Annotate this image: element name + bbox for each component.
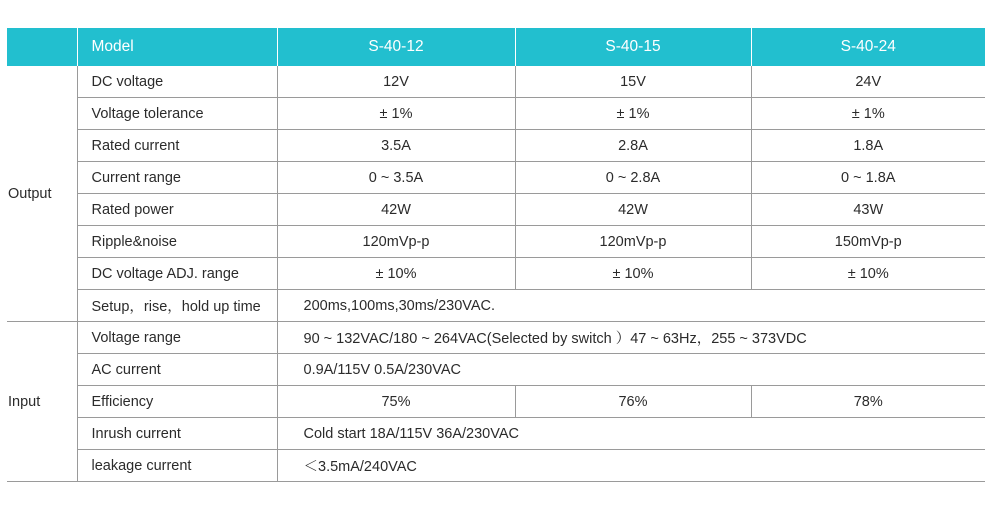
table-row [7, 194, 985, 226]
spec-table [7, 28, 985, 482]
row-label: Current range [77, 162, 277, 194]
header-model-1: S-40-12 [277, 28, 515, 66]
table-row [7, 66, 985, 98]
table-row [7, 162, 985, 194]
cell-value: 120mVp-p [277, 226, 515, 258]
table-row [7, 418, 985, 450]
cell-value: 12V [277, 66, 515, 98]
header-model-2: S-40-15 [515, 28, 751, 66]
row-label: DC voltage ADJ. range [77, 258, 277, 290]
table-row [7, 290, 985, 322]
cell-value: ± 10% [751, 258, 985, 290]
cell-value: 15V [515, 66, 751, 98]
cell-value: 42W [515, 194, 751, 226]
group-label-output: Output [7, 66, 77, 322]
cell-value-span: ＜3.5mA/240VAC [277, 450, 985, 482]
cell-value: 24V [751, 66, 985, 98]
cell-value: 42W [277, 194, 515, 226]
cell-value: 150mVp-p [751, 226, 985, 258]
cell-value: 75% [277, 386, 515, 418]
row-label: Voltage tolerance [77, 98, 277, 130]
cell-value: 1.8A [751, 130, 985, 162]
cell-value: 120mVp-p [515, 226, 751, 258]
header-model-label: Model [77, 28, 277, 66]
table-row [7, 258, 985, 290]
cell-value: 0 ~ 1.8A [751, 162, 985, 194]
cell-value: 0 ~ 3.5A [277, 162, 515, 194]
table-row [7, 354, 985, 386]
table-row [7, 450, 985, 482]
row-label: leakage current [77, 450, 277, 482]
cell-value: 76% [515, 386, 751, 418]
group-label-input: Input [7, 322, 77, 482]
cell-value: 2.8A [515, 130, 751, 162]
table-row [7, 322, 985, 354]
table-row [7, 98, 985, 130]
cell-value-span: Cold start 18A/115V 36A/230VAC [277, 418, 985, 450]
row-label: Voltage range [77, 322, 277, 354]
row-label: Inrush current [77, 418, 277, 450]
cell-value: ± 10% [515, 258, 751, 290]
cell-value-span: 0.9A/115V 0.5A/230VAC [277, 354, 985, 386]
row-label: Rated power [77, 194, 277, 226]
cell-value: ± 1% [751, 98, 985, 130]
row-label: DC voltage [77, 66, 277, 98]
header-model-3: S-40-24 [751, 28, 985, 66]
row-label: Setup，rise，hold up time [77, 290, 277, 322]
cell-value: 43W [751, 194, 985, 226]
row-label: AC current [77, 354, 277, 386]
row-label: Ripple&noise [77, 226, 277, 258]
cell-value: 78% [751, 386, 985, 418]
table-row [7, 386, 985, 418]
row-label: Rated current [77, 130, 277, 162]
row-label: Efficiency [77, 386, 277, 418]
cell-value: ± 1% [515, 98, 751, 130]
cell-value: ± 10% [277, 258, 515, 290]
cell-value: 0 ~ 2.8A [515, 162, 751, 194]
cell-value-span: 200ms,100ms,30ms/230VAC. [277, 290, 985, 322]
cell-value: ± 1% [277, 98, 515, 130]
header-blank-cell [7, 28, 77, 66]
cell-value-span: 90 ~ 132VAC/180 ~ 264VAC(Selected by switch ）47 ~ 63Hz，255 ~ 373VDC [277, 322, 985, 354]
table-row [7, 226, 985, 258]
header-row [7, 28, 985, 66]
cell-value: 3.5A [277, 130, 515, 162]
table-row [7, 130, 985, 162]
